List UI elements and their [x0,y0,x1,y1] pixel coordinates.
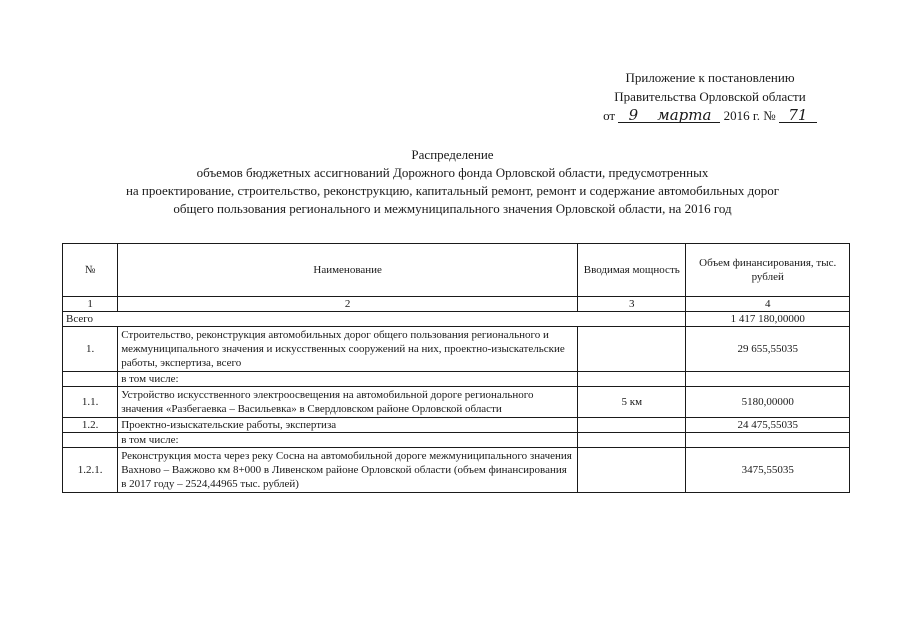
budget-table [62,243,850,493]
header-capacity: Вводимая мощность [578,244,686,297]
row-name: Устройство искусственного электроосвещения на автомобильной дороге регионального значения «Разбегаевка – Васильевка» в Свердловском районе Орловской области [118,387,578,418]
row-funding: 24 475,55035 [686,418,850,433]
including-label: в том числе: [118,433,578,448]
row-capacity: 5 км [578,387,686,418]
row-num: 1. [63,327,118,372]
resolution-date-line [585,106,835,125]
total-funding: 1 417 180,00000 [686,312,850,327]
total-label: Всего [63,312,686,327]
title-line-4: общего пользования регионального и межмуниципального значения Орловской области, на 2016 год [173,201,732,216]
row-name: Реконструкция моста через реку Сосна на автомобильной дороге межмуниципального значения Вахново – Важжово км 8+000 в Ливенском районе Орловской области (объем финансирования в 2017 году – 2524,44965 тыс. рублей) [118,448,578,493]
table-row [63,327,850,372]
header-funding: Объем финансирования, тыс. рублей [686,244,850,297]
row-capacity [578,448,686,493]
row-funding: 29 655,55035 [686,327,850,372]
document-title [40,146,865,218]
row-num: 1.1. [63,387,118,418]
title-line-1: Распределение [411,147,494,162]
header-num: № [63,244,118,297]
column-number-row [63,297,850,312]
row-name: Строительство, реконструкция автомобильных дорог общего пользования регионального и межмуниципального значения и искусственных сооружений на них, проектно-изыскательские работы, экспертиза, всего [118,327,578,372]
col-number-1: 1 [63,297,118,312]
year-label: 2016 г. № [723,108,776,123]
row-capacity [578,327,686,372]
table-row [63,387,850,418]
table-row [63,448,850,493]
header-name: Наименование [118,244,578,297]
handwritten-month: марта [648,108,720,123]
col-number-4: 4 [686,297,850,312]
table-row-total [63,312,850,327]
handwritten-day: 9 [618,108,648,123]
table-header-row [63,244,850,297]
row-num: 1.2.1. [63,448,118,493]
including-label: в том числе: [118,372,578,387]
appendix-line-2: Правительства Орловской области [614,89,806,104]
row-name: Проектно-изыскательские работы, экспертиза [118,418,578,433]
table-row-including [63,433,850,448]
table-row [63,418,850,433]
handwritten-number: 71 [779,108,817,123]
appendix-header [585,68,835,125]
table-row-including [63,372,850,387]
appendix-line-1: Приложение к постановлению [625,70,795,85]
row-num: 1.2. [63,418,118,433]
title-line-3: на проектирование, строительство, реконструкцию, капитальный ремонт, ремонт и содержание автомобильных дорог [125,183,780,198]
title-line-2: объемов бюджетных ассигнований Дорожного фонда Орловской области, предусмотренных [196,165,709,180]
from-label: от [603,108,616,123]
col-number-2: 2 [118,297,578,312]
col-number-3: 3 [578,297,686,312]
row-capacity [578,418,686,433]
row-funding: 5180,00000 [686,387,850,418]
row-funding: 3475,55035 [686,448,850,493]
